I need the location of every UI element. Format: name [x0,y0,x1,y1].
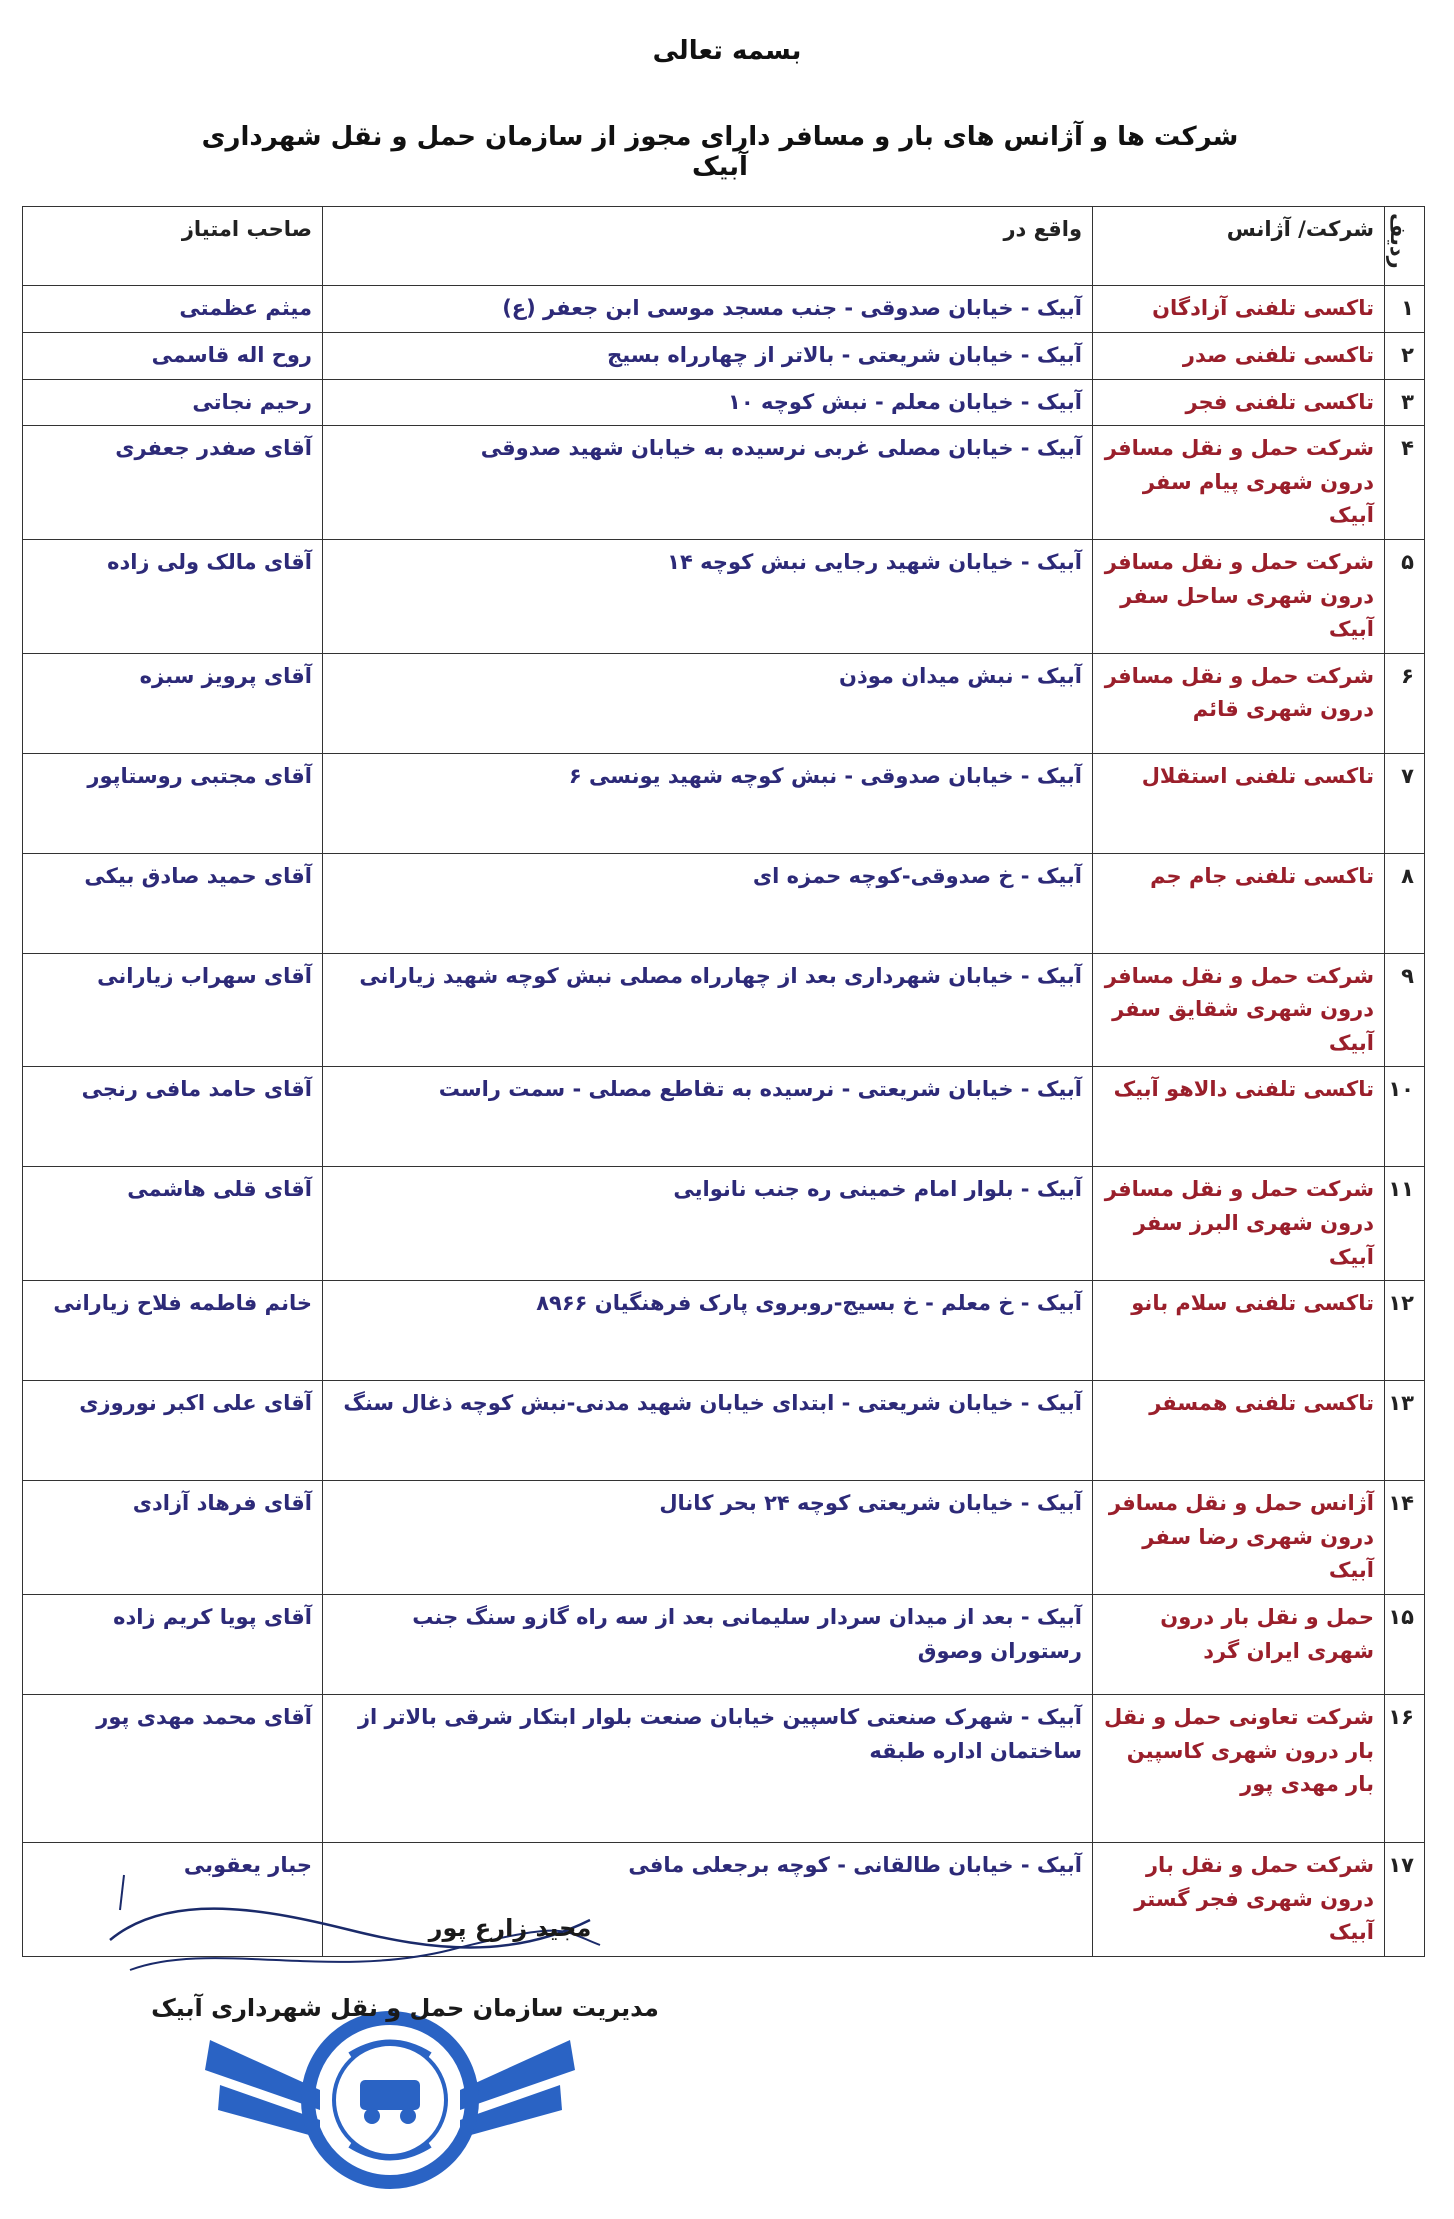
table-row [23,1595,1425,1695]
table-row [23,1167,1425,1281]
table-row [23,1381,1425,1481]
company-address: آبیک - خیابان شریعتی کوچه ۲۴ بحر کانال [323,1481,1093,1595]
row-number: ۶ [1385,653,1425,753]
company-address: آبیک - خیابان شهرداری بعد از چهارراه مصلی نبش کوچه شهید زیارانی [323,953,1093,1067]
header-address: واقع در [323,207,1093,286]
company-name: حمل و نقل بار درون شهری ایران گرد [1093,1595,1385,1695]
company-address: آبیک - خیابان صدوقی - نبش کوچه شهید یونسی ۶ [323,753,1093,853]
document-title: بسمه تعالی [652,36,802,66]
company-name: شرکت حمل و نقل مسافر درون شهری پیام سفر آبیک [1093,426,1385,540]
row-number: ۱۶ [1385,1695,1425,1843]
table-row [23,1281,1425,1381]
table-row [23,332,1425,379]
header-owner: صاحب امتیاز [23,207,323,286]
company-name: تاکسی تلفنی دالاهو آبیک [1093,1067,1385,1167]
company-name: شرکت حمل و نقل مسافر درون شهری قائم [1093,653,1385,753]
header-company: شرکت/ آژانس [1093,207,1385,286]
table-row [23,953,1425,1067]
license-holder: آقای حامد مافی رنجی [23,1067,323,1167]
company-name: تاکسی تلفنی فجر [1093,379,1385,426]
row-number: ۱۷ [1385,1843,1425,1957]
company-name: شرکت حمل و نقل بار درون شهری فجر گستر آبیک [1093,1843,1385,1957]
company-name: شرکت تعاونی حمل و نقل بار درون شهری کاسپین بار مهدی پور [1093,1695,1385,1843]
company-address: آبیک - بلوار امام خمینی ره جنب نانوایی [323,1167,1093,1281]
row-number: ۱۴ [1385,1481,1425,1595]
company-address: آبیک - خیابان شریعتی - نرسیده به تقاطع مصلی - سمت راست [323,1067,1093,1167]
table-row [23,1067,1425,1167]
row-number: ۴ [1385,426,1425,540]
company-address: آبیک - خ معلم - خ بسیج-روبروی پارک فرهنگیان ۸۹۶۶ [323,1281,1093,1381]
license-holder: آقای محمد مهدی پور [23,1695,323,1843]
company-address: آبیک - خیابان شریعتی - ابتدای خیابان شهید مدنی-نبش کوچه ذغال سنگ [323,1381,1093,1481]
company-address: آبیک - نبش میدان موذن [323,653,1093,753]
license-holder: رحیم نجاتی [23,379,323,426]
row-number: ۱۳ [1385,1381,1425,1481]
table-header-row [23,207,1425,286]
license-holder: آقای صفدر جعفری [23,426,323,540]
document-subtitle: شرکت ها و آژانس های بار و مسافر دارای مجوز از سازمان حمل و نقل شهرداری آبیک [201,122,1239,182]
company-name: تاکسی تلفنی صدر [1093,332,1385,379]
company-name: شرکت حمل و نقل مسافر درون شهری شقایق سفر آبیک [1093,953,1385,1067]
signatory-name: مجید زارع پور [428,1914,592,1942]
license-holder: خانم فاطمه فلاح زیارانی [23,1281,323,1381]
row-number: ۵ [1385,539,1425,653]
company-name: شرکت حمل و نقل مسافر درون شهری ساحل سفر آبیک [1093,539,1385,653]
license-holder: آقای قلی هاشمی [23,1167,323,1281]
company-name: آژانس حمل و نقل مسافر درون شهری رضا سفر آبیک [1093,1481,1385,1595]
company-name: تاکسی تلفنی آزادگان [1093,286,1385,333]
table-row [23,286,1425,333]
license-holder: آقای علی اکبر نوروزی [23,1381,323,1481]
company-address: آبیک - شهرک صنعتی کاسپین خیابان صنعت بلوار ابتکار شرقی بالاتر از ساختمان اداره طبقه [323,1695,1093,1843]
license-holder: جبار یعقوبی [23,1843,323,1957]
company-address: آبیک - خیابان شریعتی - بالاتر از چهارراه بسیج [323,332,1093,379]
license-holder: آقای مجتبی روستاپور [23,753,323,853]
table-row [23,1695,1425,1843]
header-row-number: ردیف [1385,207,1425,286]
table-row [23,539,1425,653]
row-number: ۹ [1385,953,1425,1067]
company-name: تاکسی تلفنی سلام بانو [1093,1281,1385,1381]
table-row [23,853,1425,953]
company-address: آبیک - خیابان صدوقی - جنب مسجد موسی ابن جعفر (ع) [323,286,1093,333]
row-number: ۱۰ [1385,1067,1425,1167]
table-row [23,1481,1425,1595]
row-number: ۳ [1385,379,1425,426]
agency-table [22,206,1425,1957]
license-holder: آقای پرویز سبزه [23,653,323,753]
license-holder: آقای حمید صادق بیکی [23,853,323,953]
row-number: ۲ [1385,332,1425,379]
license-holder: آقای مالک ولی زاده [23,539,323,653]
license-holder: میثم عظمتی [23,286,323,333]
row-number: ۷ [1385,753,1425,853]
company-address: آبیک - خیابان شهید رجایی نبش کوچه ۱۴ [323,539,1093,653]
table-row [23,379,1425,426]
row-number: ۱۱ [1385,1167,1425,1281]
row-number: ۸ [1385,853,1425,953]
company-name: تاکسی تلفنی استقلال [1093,753,1385,853]
company-address: آبیک - بعد از میدان سردار سلیمانی بعد از سه راه گازو سنگ جنب رستوران وصوق [323,1595,1093,1695]
signatory-organization: مدیریت سازمان حمل و نقل شهرداری آبیک [151,1994,659,2022]
table-row [23,753,1425,853]
row-number: ۱ [1385,286,1425,333]
signature-block [0,1900,1454,2219]
company-name: تاکسی تلفنی جام جم [1093,853,1385,953]
row-number: ۱۵ [1385,1595,1425,1695]
company-name: شرکت حمل و نقل مسافر درون شهری البرز سفر آبیک [1093,1167,1385,1281]
row-number: ۱۲ [1385,1281,1425,1381]
company-address: آبیک - خ صدوقی-کوچه حمزه ای [323,853,1093,953]
license-holder: آقای فرهاد آزادی [23,1481,323,1595]
license-holder: آقای پویا کریم زاده [23,1595,323,1695]
license-holder: آقای سهراب زیارانی [23,953,323,1067]
table-row [23,653,1425,753]
company-name: تاکسی تلفنی همسفر [1093,1381,1385,1481]
table-row [23,426,1425,540]
license-holder: روح اله قاسمی [23,332,323,379]
company-address: آبیک - خیابان طالقانی - کوچه برجعلی مافی [323,1843,1093,1957]
company-address: آبیک - خیابان معلم - نبش کوچه ۱۰ [323,379,1093,426]
company-address: آبیک - خیابان مصلی غربی نرسیده به خیابان شهید صدوقی [323,426,1093,540]
